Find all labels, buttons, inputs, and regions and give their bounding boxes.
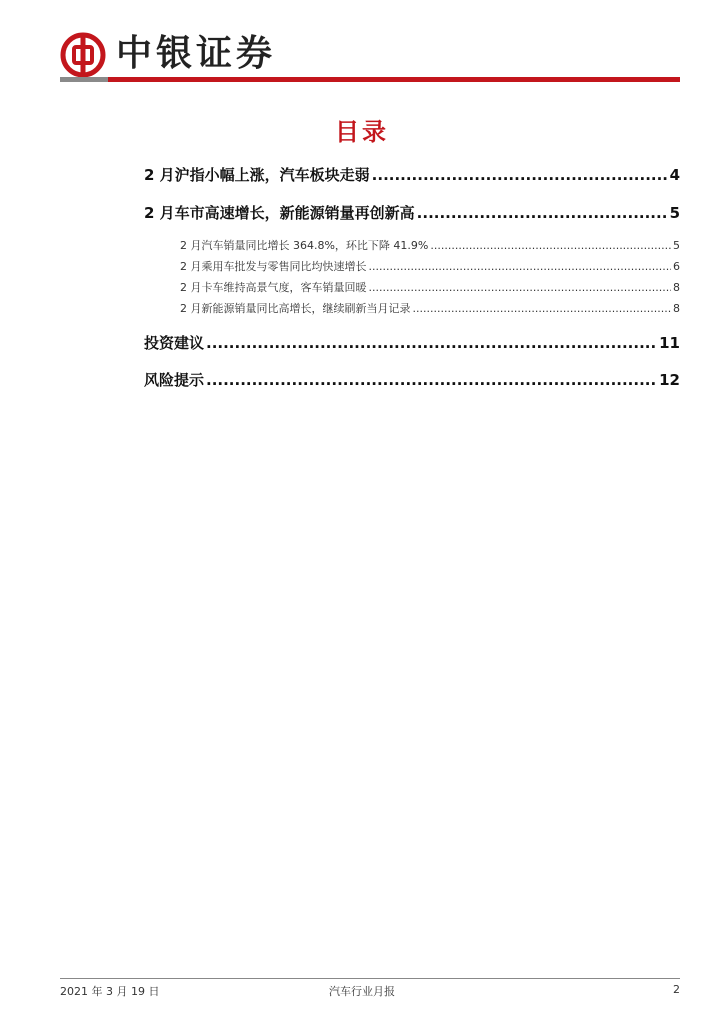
toc-entry-label: 2 月车市高速增长，新能源销量再创新高 [144, 204, 415, 222]
toc-leader-dots [430, 239, 671, 252]
toc-title: 目录 [335, 118, 389, 146]
toc-leader-dots [206, 334, 657, 352]
toc-entry-label: 2 月卡车维持高景气度，客车销量回暖 [180, 281, 367, 294]
header-rule-gray [60, 77, 108, 82]
page-header [60, 28, 680, 84]
toc-leader-dots [369, 260, 672, 273]
header-rule-red [108, 77, 680, 82]
toc-subentry[interactable] [180, 300, 680, 316]
toc-subentry[interactable] [180, 279, 680, 295]
toc-leader-dots [413, 302, 672, 315]
toc-entry-page: 6 [673, 260, 680, 273]
toc-leader-dots [369, 281, 672, 294]
toc-entry-page: 8 [673, 302, 680, 315]
toc-entry-page: 11 [659, 334, 680, 352]
toc-entry[interactable] [144, 332, 680, 353]
toc-entry[interactable] [144, 369, 680, 390]
toc-leader-dots [372, 166, 668, 184]
toc-entry-label: 2 月汽车销量同比增长 364.8%，环比下降 41.9% [180, 239, 429, 252]
bank-of-china-logo-icon [60, 32, 106, 78]
toc-entry[interactable] [144, 164, 680, 185]
toc-entry-label: 风险提示 [144, 371, 205, 389]
toc-entry-page: 5 [673, 239, 680, 252]
toc-leader-dots [417, 204, 668, 222]
toc-entry-label: 投资建议 [144, 334, 205, 352]
toc-subentry[interactable] [180, 258, 680, 274]
footer-rule [60, 978, 680, 979]
footer-date: 2021 年 3 月 19 日 [60, 985, 160, 998]
toc-entry-page: 4 [669, 166, 680, 184]
toc-leader-dots [206, 371, 657, 389]
toc-subentry[interactable] [180, 237, 680, 253]
toc-entry-page: 8 [673, 281, 680, 294]
footer-page-number: 2 [673, 983, 680, 996]
toc-entry[interactable] [144, 202, 680, 223]
brand-name: 中银证券 [116, 32, 277, 74]
toc-entry-label: 2 月乘用车批发与零售同比均快速增长 [180, 260, 367, 273]
toc-entry-label: 2 月沪指小幅上涨，汽车板块走弱 [144, 166, 370, 184]
toc-entry-label: 2 月新能源销量同比高增长，继续刷新当月记录 [180, 302, 411, 315]
toc-entry-page: 12 [659, 371, 680, 389]
footer-report-type: 汽车行业月报 [329, 985, 395, 998]
toc-entry-page: 5 [669, 204, 680, 222]
